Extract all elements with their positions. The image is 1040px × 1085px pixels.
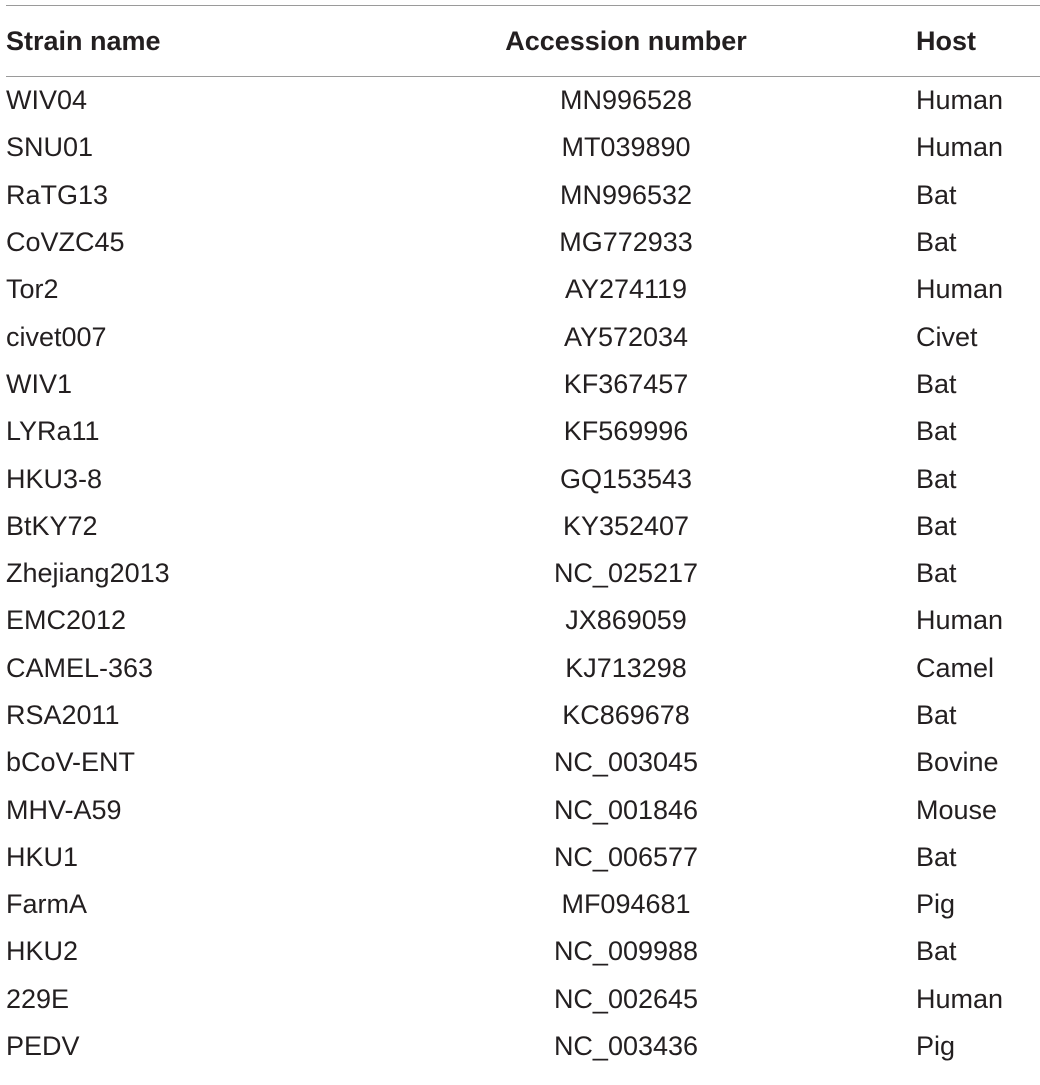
strain-name-cell: bCoV-ENT [6,747,136,778]
table-row [6,834,1040,881]
accession-number-cell: GQ153543 [559,463,693,494]
strain-name-cell: SNU01 [6,132,94,163]
host-cell: Bat [916,463,957,494]
table-body [6,77,1040,1070]
header-accession-number: Accession number [505,25,747,56]
host-cell: Human [916,605,1004,636]
accession-number-cell: KY352407 [562,510,690,541]
host-cell: Bat [916,700,957,730]
host-cell: Bat [916,368,957,399]
accession-number-cell: MN996532 [559,179,693,210]
strain-name-cell: 229E [6,983,70,1014]
accession-number-cell: KF569996 [563,416,689,447]
host-cell: Bat [916,179,957,210]
host-cell: Pig [916,889,956,920]
strain-name-cell: HKU3-8 [6,463,103,494]
host-cell: Bat [916,227,957,258]
header-row [6,6,1040,76]
accession-number-cell: KF367457 [563,368,689,399]
strain-name-cell: WIV04 [6,85,88,116]
host-cell: Bovine [916,747,999,778]
accession-number-cell: AY572034 [563,321,689,352]
table-row [6,455,1040,502]
table-row [6,219,1040,266]
host-cell: Human [916,274,1004,305]
strain-name-cell: MHV-A59 [6,794,122,825]
accession-number-cell: NC_002645 [553,983,699,1014]
strain-name-cell: HKU2 [6,936,79,967]
accession-number-cell: NC_009988 [553,936,699,967]
table-row [6,692,1040,739]
table-row [6,550,1040,597]
host-cell: Bat [916,510,957,541]
accession-number-cell: NC_003045 [553,747,699,778]
header-strain-name: Strain name [6,25,161,56]
host-cell: Pig [916,1031,956,1062]
strain-name-cell: RSA2011 [6,700,120,730]
accession-number-cell: NC_001846 [553,794,699,825]
host-cell: Bat [916,841,957,872]
accession-number-cell: MG772933 [559,227,693,258]
table-row [6,503,1040,550]
strain-name-cell: CAMEL-363 [6,652,154,683]
strain-name-cell: EMC2012 [6,605,127,636]
accession-number-cell: MF094681 [561,889,691,920]
table-row [6,408,1040,455]
strain-name-cell: civet007 [6,321,107,352]
strain-name-cell: PEDV [6,1031,80,1062]
header-host: Host [916,25,976,56]
host-cell: Mouse [916,794,998,825]
strain-name-cell: LYRa11 [6,416,100,447]
accession-number-cell: MN996528 [559,85,693,116]
table-row [6,976,1040,1023]
table-row [6,597,1040,644]
table-row [6,77,1040,124]
accession-number-cell: JX869059 [565,605,687,636]
accession-number-cell: NC_003436 [553,1031,699,1062]
strain-name-cell: Tor2 [6,274,59,305]
host-cell: Bat [916,416,957,447]
table-row [6,266,1040,313]
host-cell: Camel [916,652,995,683]
strain-name-cell: BtKY72 [6,510,98,541]
host-cell: Human [916,85,1004,116]
strain-name-cell: CoVZC45 [6,227,125,258]
host-cell: Human [916,132,1004,163]
strain-name-cell: WIV1 [6,368,73,399]
host-cell: Bat [916,558,957,589]
accession-number-cell: NC_025217 [553,558,699,589]
table-header [6,6,1040,76]
strain-data-body [6,77,1040,1070]
table-row [6,645,1040,692]
host-cell: Human [916,983,1004,1014]
host-cell: Civet [916,321,978,352]
table-row [6,928,1040,975]
table-row [6,313,1040,360]
accession-number-cell: MT039890 [561,132,691,163]
table-row [6,172,1040,219]
strain-name-cell: Zhejiang2013 [6,558,170,589]
strain-name-cell: RaTG13 [6,179,109,210]
table-row [6,1023,1040,1070]
strain-name-cell: FarmA [6,889,87,920]
strain-name-cell: HKU1 [6,841,79,872]
host-cell: Bat [916,936,957,967]
table-row [6,124,1040,171]
strain-table [6,5,1040,1070]
accession-number-cell: NC_006577 [553,841,699,872]
table-row [6,361,1040,408]
strain-data-table [6,6,1040,76]
table-row [6,739,1040,786]
accession-number-cell: KC869678 [562,700,690,730]
accession-number-cell: KJ713298 [565,652,687,683]
table-row [6,881,1040,928]
table-row [6,786,1040,833]
accession-number-cell: AY274119 [564,274,688,305]
